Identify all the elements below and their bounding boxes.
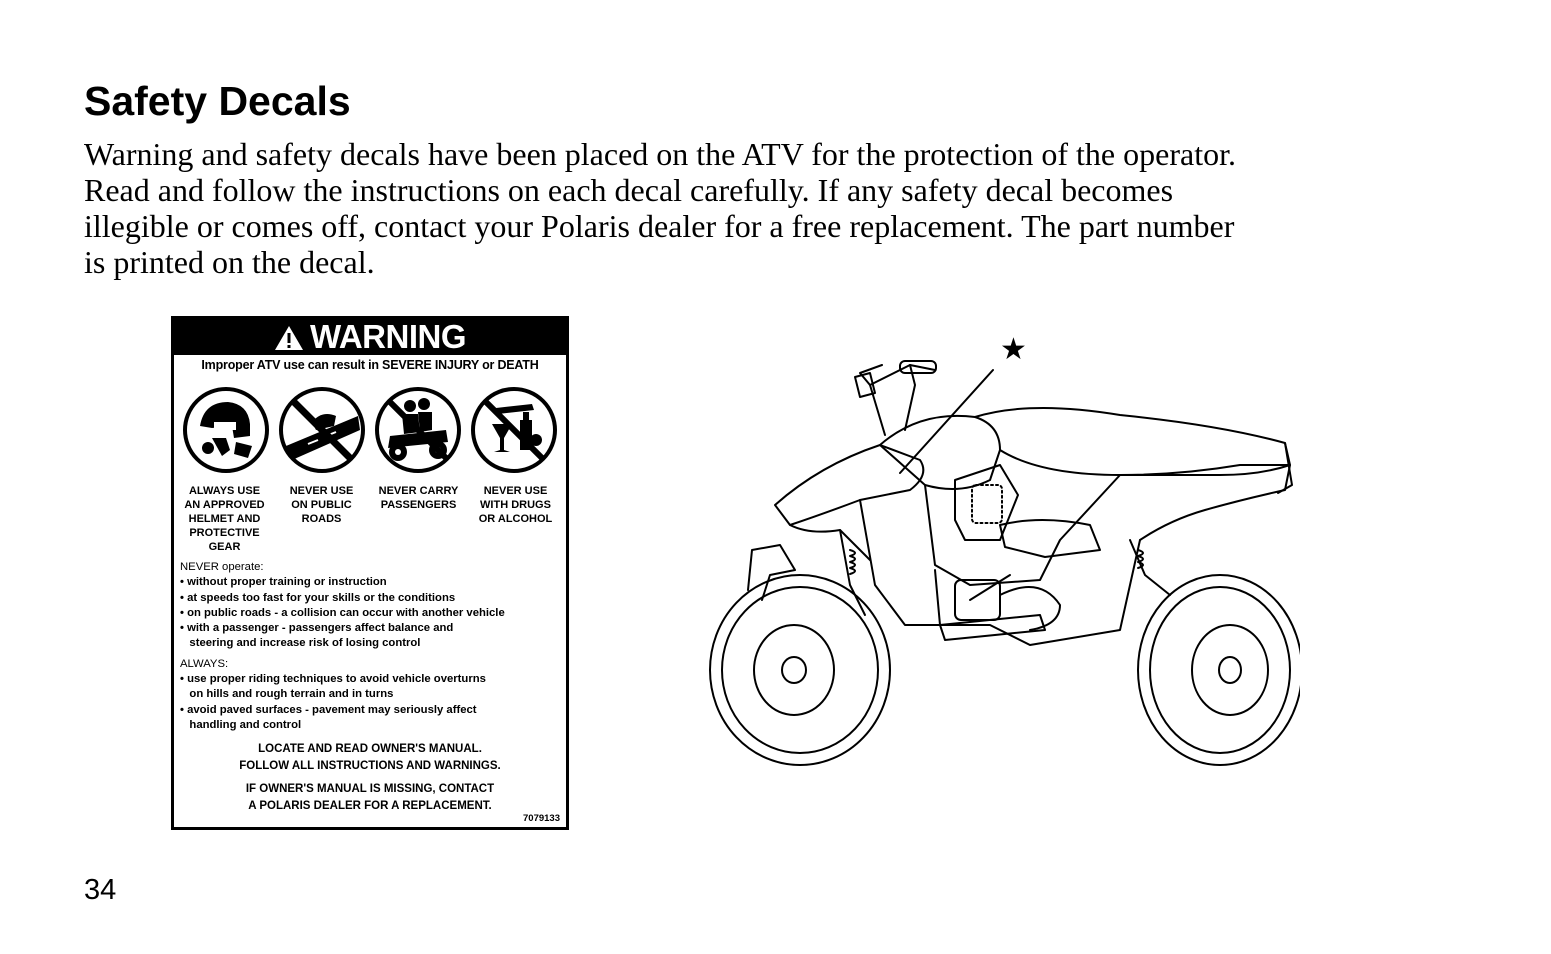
always-item: • use proper riding techniques to avoid vehicle overturns on hills and rough terrain and in turns (180, 673, 486, 701)
decal-subheading: Improper ATV use can result in SEVERE INJURY or DEATH (201, 358, 539, 372)
never-item: • with a passenger - passengers affect balance and steering and increase risk of losing control (180, 622, 454, 650)
page-title: Safety Decals (84, 78, 351, 124)
paragraph-line: Read and follow the instructions on each decal carefully. If any safety decal becomes (84, 172, 1174, 208)
decal-part-number: 7079133 (523, 813, 560, 824)
decal-header (174, 319, 566, 355)
page-number: 34 (84, 874, 117, 906)
atv-illustration (700, 325, 1300, 785)
never-item: • on public roads - a collision can occur with another vehicle (180, 606, 505, 619)
never-item: • without proper training or instruction (180, 576, 387, 589)
decal-footer (174, 741, 566, 815)
warning-triangle-icon (274, 325, 304, 351)
no-passenger-icon (374, 386, 462, 474)
no-road-icon (278, 386, 366, 474)
decal-instructions (174, 560, 566, 733)
footer-line: A POLARIS DEALER FOR A REPLACEMENT. (248, 800, 492, 813)
footer-line: FOLLOW ALL INSTRUCTIONS AND WARNINGS. (239, 760, 501, 773)
intro-paragraph (84, 136, 1424, 280)
decal-location-star: ★ (1000, 332, 1027, 367)
pictogram-labels (174, 484, 566, 554)
pictogram-row (178, 386, 562, 474)
no-passengers-pictogram (374, 386, 462, 474)
footer-line: LOCATE AND READ OWNER'S MANUAL. (258, 743, 482, 756)
paragraph-line: Warning and safety decals have been placed on the ATV for the protection of the operator. (84, 136, 1236, 172)
paragraph-line: is printed on the decal. (84, 244, 375, 280)
no-drugs-alcohol-pictogram (470, 386, 558, 474)
always-heading: ALWAYS: (180, 657, 229, 670)
never-item: • at speeds too fast for your skills or the conditions (180, 591, 456, 604)
never-heading: NEVER operate: (180, 561, 264, 573)
always-item: • avoid paved surfaces - pavement may seriously affect handling and control (180, 703, 477, 731)
no-alcohol-icon (470, 386, 558, 474)
helmet-pictogram (182, 386, 270, 474)
warning-decal (171, 316, 569, 830)
no-roads-pictogram (278, 386, 366, 474)
pictogram-label-helmet: ALWAYS USE AN APPROVED HELMET AND PROTECTIVE GEAR (184, 485, 265, 553)
pictogram-label-passengers: NEVER CARRY PASSENGERS (378, 485, 459, 511)
paragraph-line: illegible or comes off, contact your Polaris dealer for a free replacement. The part number (84, 208, 1235, 244)
pictogram-label-roads: NEVER USE ON PUBLIC ROADS (289, 485, 354, 525)
footer-line: IF OWNER'S MANUAL IS MISSING, CONTACT (245, 783, 495, 796)
decal-heading: WARNING (310, 318, 466, 355)
front-wheel (710, 575, 890, 765)
pictogram-label-drugs: NEVER USE WITH DRUGS OR ALCOHOL (478, 485, 553, 525)
helmet-icon (182, 386, 270, 474)
